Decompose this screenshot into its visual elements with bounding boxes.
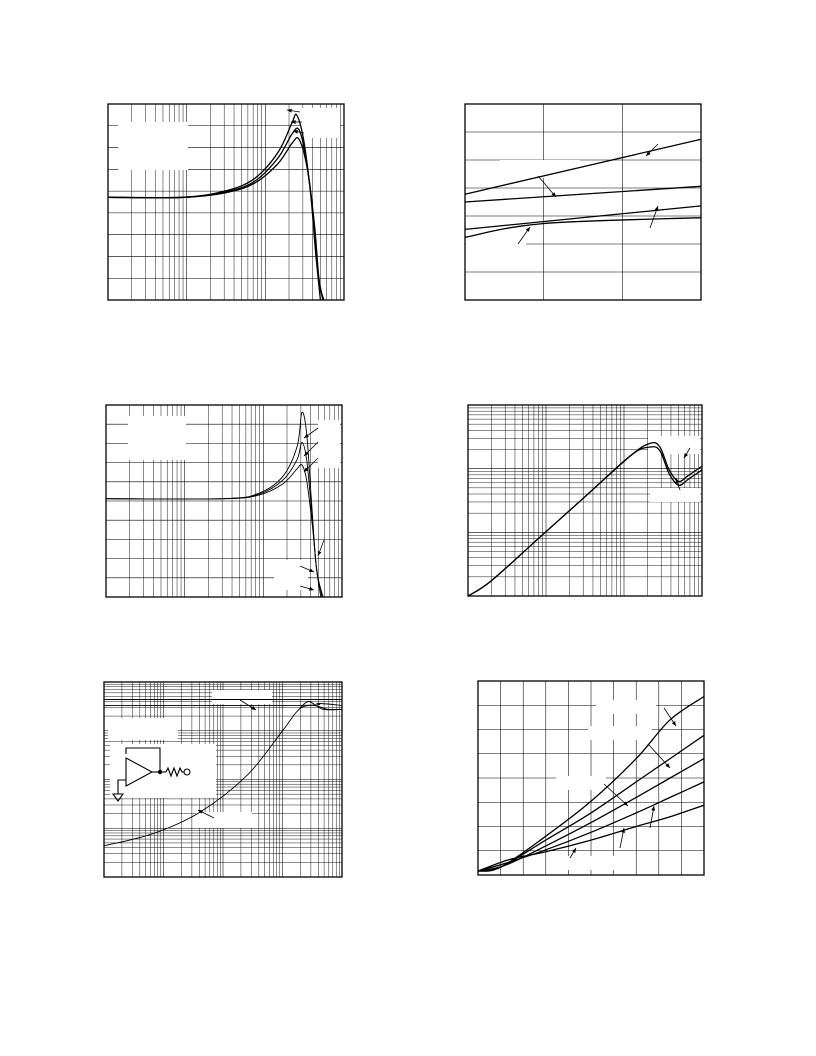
series-1-line — [468, 443, 702, 596]
chart-3-frequency-response — [106, 405, 342, 597]
chart-2-linear-trend — [465, 104, 701, 300]
annotation-arrowhead — [651, 806, 655, 811]
annotation-arrowhead — [309, 587, 314, 591]
label-area — [300, 108, 340, 138]
junction-dot — [158, 770, 162, 774]
chart-4-impedance-vs-frequency — [468, 405, 702, 596]
annotation-arrowhead — [251, 706, 256, 710]
chart-1-frequency-response — [108, 104, 344, 300]
label-area — [500, 160, 580, 178]
label-area — [556, 776, 606, 790]
series-2-line — [468, 447, 702, 596]
label-area — [118, 122, 188, 170]
annotation-arrowhead — [672, 721, 676, 726]
label-area — [212, 690, 272, 704]
series-4-line — [465, 218, 701, 238]
label-area — [108, 718, 178, 740]
label-area — [128, 416, 186, 460]
chart-5-gain-vs-frequency — [104, 682, 342, 877]
annotation-arrowhead — [318, 551, 322, 556]
label-area — [318, 420, 340, 468]
label-area — [596, 700, 656, 714]
chart-6-curve-family — [478, 681, 704, 875]
annotation-leader — [604, 784, 628, 806]
annotation-arrowhead — [526, 227, 530, 232]
label-area — [196, 812, 252, 828]
label-area — [274, 560, 308, 590]
series-3-line — [465, 206, 701, 230]
plot-frame — [465, 104, 701, 300]
annotation-arrowhead — [287, 109, 292, 113]
label-area — [648, 436, 700, 454]
label-area — [560, 856, 630, 870]
series-2-line — [465, 186, 701, 202]
annotation-arrowhead — [304, 434, 309, 438]
label-area — [650, 488, 700, 502]
label-area — [588, 726, 652, 740]
label-area — [466, 242, 526, 260]
